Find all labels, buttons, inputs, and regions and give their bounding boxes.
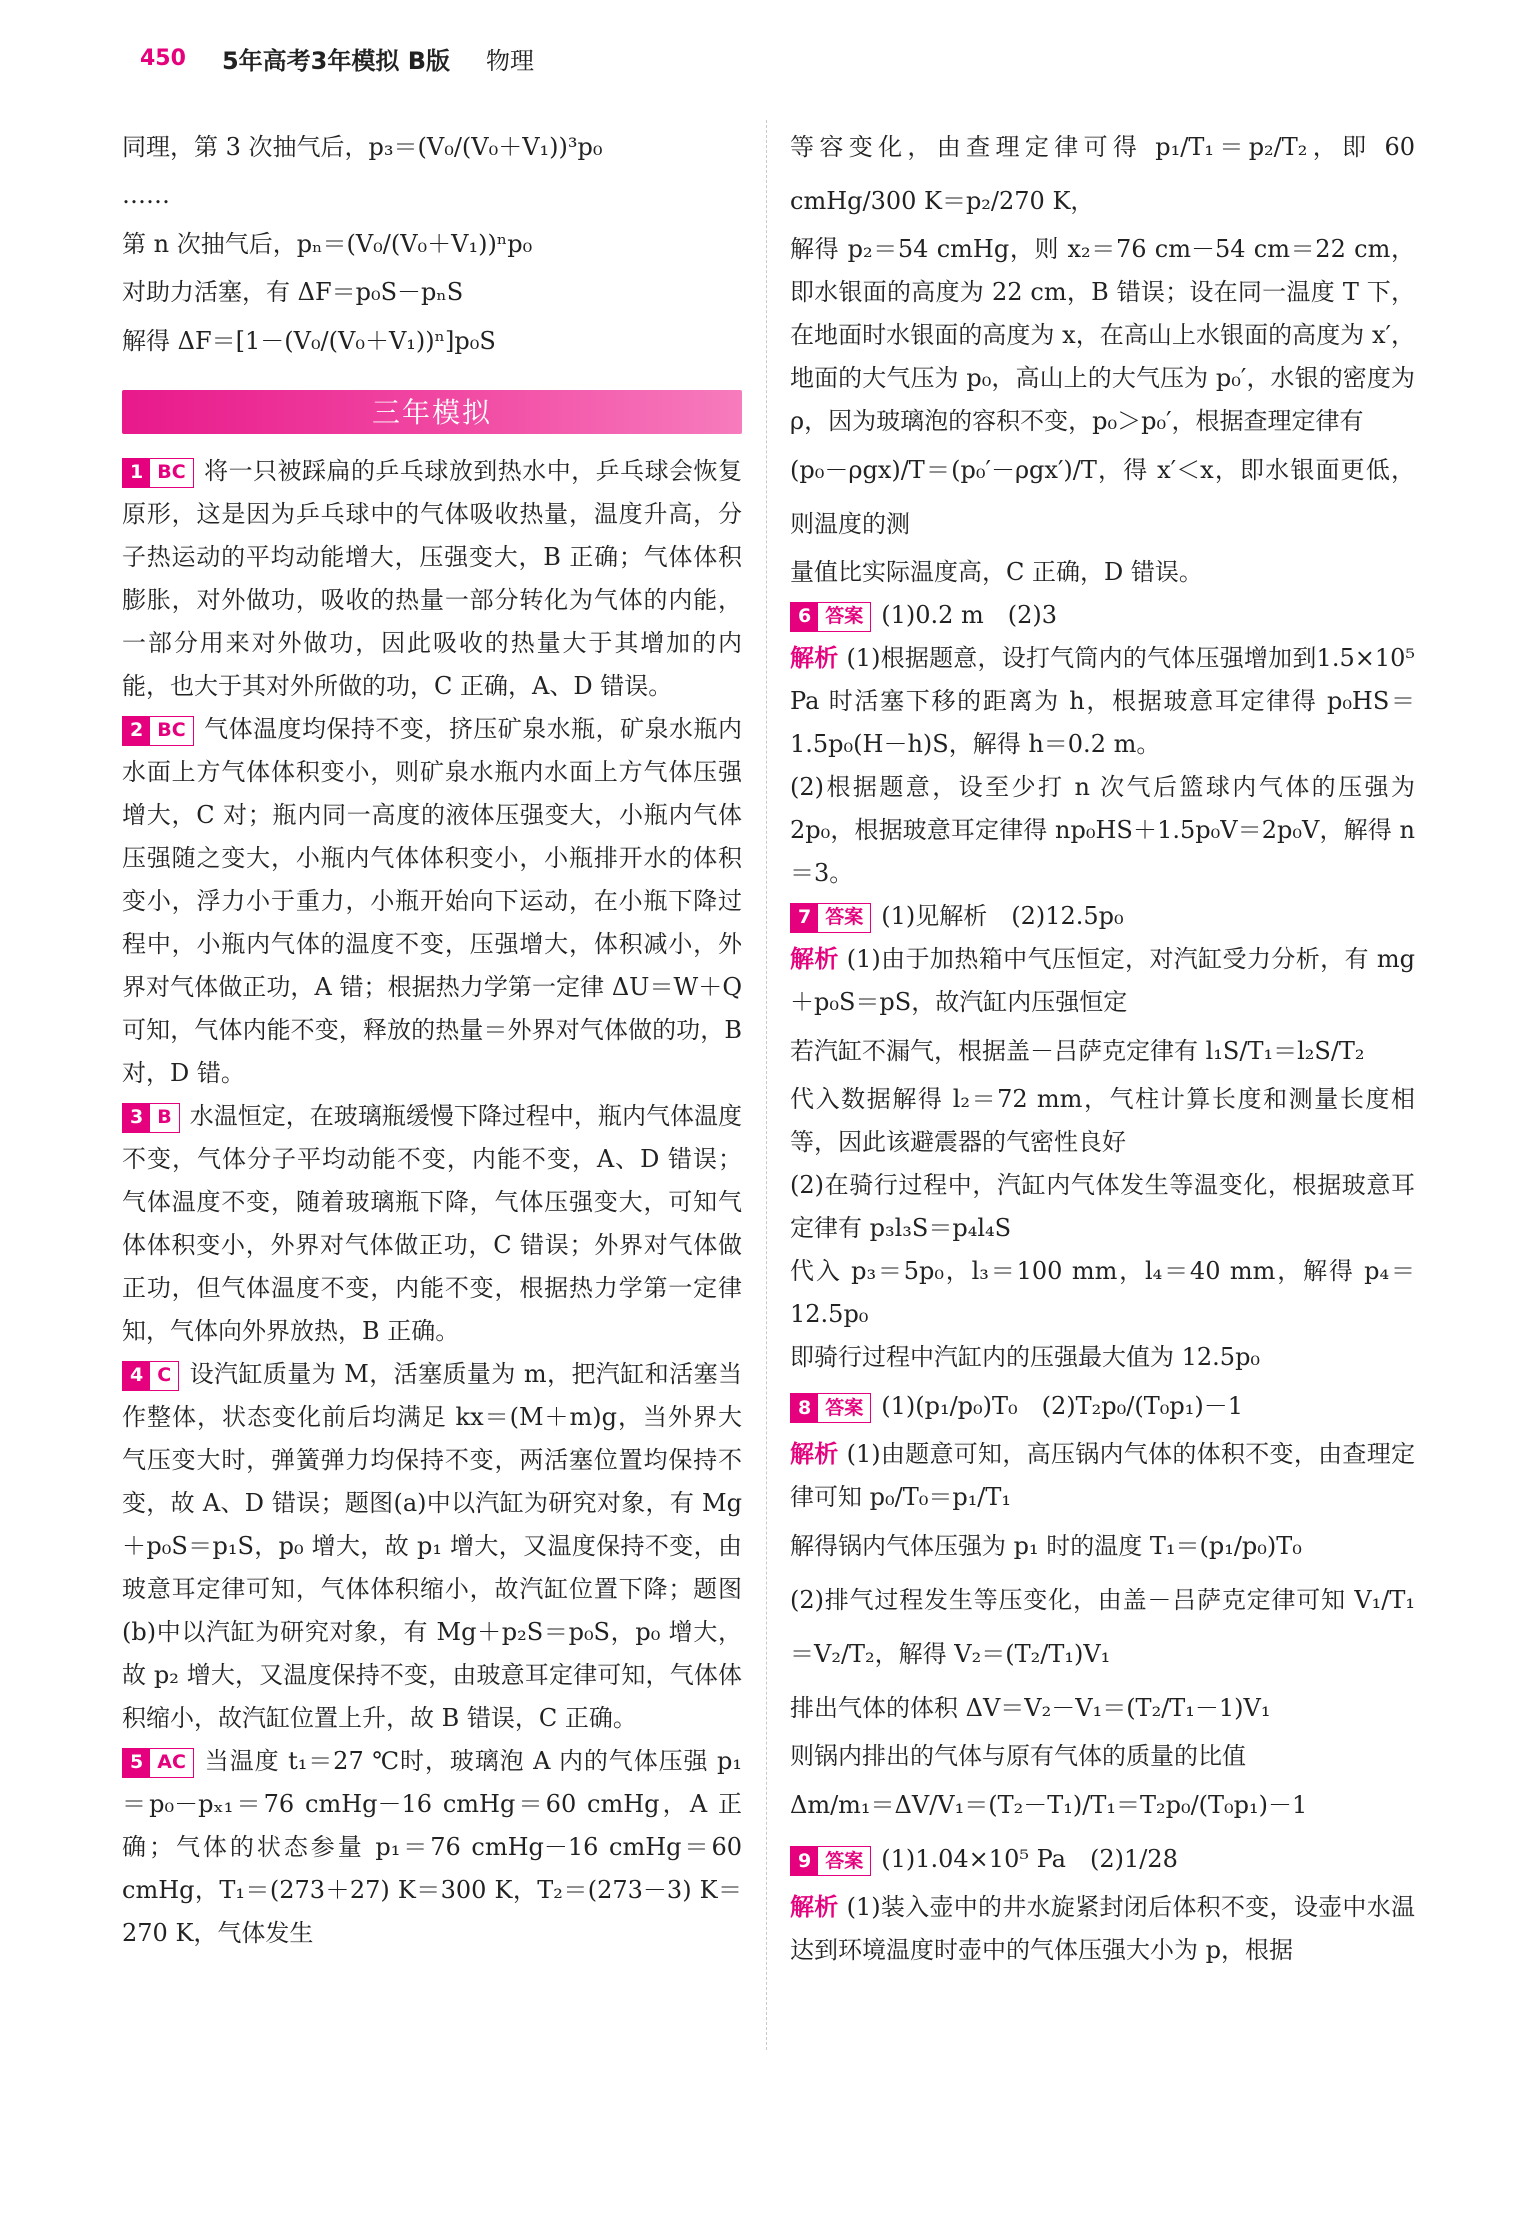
column-divider — [766, 120, 767, 2050]
formula-line: …… — [122, 181, 170, 209]
question-4 — [122, 1353, 742, 1740]
solution-line: 则锅内排出的气体与原有气体的质量的比值 — [790, 1742, 1246, 1770]
page-header — [140, 38, 534, 78]
solution-line: (2)根据题意，设至少打 n 次气后篮球内气体的压强为 2p₀，根据玻意耳定律得 np₀HS＋1.5p₀V＝2p₀V，解得 n＝3。 — [790, 773, 1415, 887]
solution-line: (1)由题意可知，高压锅内气体的体积不变，由查理定律可知 p₀/T₀＝p₁/T₁ — [790, 1440, 1416, 1511]
solution-line: Δm/m₁＝ΔV/V₁＝(T₂－T₁)/T₁＝T₂p₀/(T₀p₁)－1 — [790, 1791, 1308, 1819]
solution-line: (1)装入壶中的井水旋紧封闭后体积不变，设壶中水温达到环境温度时壶中的气体压强大小为 p，根据 — [790, 1893, 1416, 1964]
solution-block — [790, 938, 1415, 1024]
answer-text: (1)见解析 (2)12.5p₀ — [881, 902, 1124, 930]
answer-text: (1)0.2 m (2)3 — [881, 601, 1058, 629]
question-tag: 1 BC — [122, 458, 194, 488]
answer-9 — [790, 1832, 1415, 1886]
right-column — [790, 120, 1415, 1972]
solution-block — [790, 1886, 1415, 1972]
jiexi-label: 解析 — [790, 945, 839, 973]
solution-line: (p₀－ρgx)/T＝(p₀′－ρgx′)/T，得 x′＜x，即水银面更低，则温度的测 — [790, 456, 1415, 538]
answer-tag: 8 答案 — [790, 1393, 871, 1423]
solution-line: 代入 p₃＝5p₀，l₃＝100 mm，l₄＝40 mm，解得 p₄＝12.5p₀ — [790, 1257, 1415, 1328]
solution-line: 解得锅内气体压强为 p₁ 时的温度 T₁＝(p₁/p₀)T₀ — [790, 1532, 1302, 1560]
formula-line: 第 n 次抽气后，pₙ＝(V₀/(V₀＋V₁))ⁿp₀ — [122, 230, 533, 258]
answer-tag: 7 答案 — [790, 903, 871, 933]
solution-line: 等容变化，由查理定律可得 p₁/T₁＝p₂/T₂，即 60 cmHg/300 K＝p₂/270 K， — [790, 133, 1415, 215]
question-text: 当温度 t₁＝27 ℃时，玻璃泡 A 内的气体压强 p₁＝p₀－pₓ₁＝76 cmHg－16 cmHg＝60 cmHg，A 正确；气体的状态参量 p₁＝76 cmHg－16 cmHg＝60 cmHg，T₁＝(273＋27) K＝300 K，T₂＝(273－3) K＝270 K，气体发生 — [122, 1747, 742, 1947]
left-column — [122, 120, 742, 1955]
solution-line: 量值比实际温度高，C 正确，D 错误。 — [790, 558, 1203, 586]
solution-block — [790, 637, 1415, 766]
answer-tag: 6 答案 — [790, 602, 871, 632]
answer-6 — [790, 594, 1415, 637]
question-text: 将一只被踩扁的乒乓球放到热水中，乒乓球会恢复原形，这是因为乒乓球中的气体吸收热量，温度升高，分子热运动的平均动能增大，压强变大，B 正确；气体体积膨胀，对外做功，吸收的热量一部分转化为气体的内能，一部分用来对外做功，因此吸收的热量大于其增加的内能，也大于其对外所做的功，C 正确，A、D 错误。 — [122, 457, 742, 700]
subject-label: 物理 — [485, 46, 534, 75]
solution-block — [790, 1433, 1415, 1519]
section-banner: 三年模拟 — [122, 390, 742, 434]
question-3 — [122, 1095, 742, 1353]
answer-8 — [790, 1379, 1415, 1433]
question-tag: 5 AC — [122, 1748, 194, 1778]
solution-line: 即骑行过程中汽缸内的压强最大值为 12.5p₀ — [790, 1343, 1261, 1371]
jiexi-label: 解析 — [790, 1893, 839, 1921]
solution-line: 若汽缸不漏气，根据盖－吕萨克定律有 l₁S/T₁＝l₂S/T₂ — [790, 1037, 1365, 1065]
question-tag: 2 BC — [122, 716, 194, 746]
jiexi-label: 解析 — [790, 1440, 839, 1468]
solution-line: (1)根据题意，设打气筒内的气体压强增加到1.5×10⁵ Pa 时活塞下移的距离为 h，根据玻意耳定律得 p₀HS＝1.5p₀(H－h)S，解得 h＝0.2 m。 — [790, 644, 1415, 758]
question-tag: 4 C — [122, 1361, 179, 1391]
answer-7 — [790, 895, 1415, 938]
solution-line: 解得 p₂＝54 cmHg，则 x₂＝76 cm－54 cm＝22 cm，即水银面的高度为 22 cm，B 错误；设在同一温度 T 下，在地面时水银面的高度为 x，在高山上水银面的高度为 x′，地面的大气压为 p₀，高山上的大气压为 p₀′，水银的密度为 ρ，因为玻璃泡的容积不变，p₀＞p₀′，根据查理定律有 — [790, 235, 1415, 435]
solution-line: (2)排气过程发生等压变化，由盖－吕萨克定律可知 V₁/T₁＝V₂/T₂，解得 V₂＝(T₂/T₁)V₁ — [790, 1586, 1415, 1668]
answer-tag: 9 答案 — [790, 1846, 871, 1876]
question-5 — [122, 1740, 742, 1955]
solution-line: (2)在骑行过程中，汽缸内气体发生等温变化，根据玻意耳定律有 p₃l₃S＝p₄l₄S — [790, 1171, 1415, 1242]
page-number: 450 — [140, 45, 186, 71]
question-tag: 3 B — [122, 1103, 180, 1133]
question-text: 设汽缸质量为 M，活塞质量为 m，把汽缸和活塞当作整体，状态变化前后均满足 kx＝(M＋m)g，当外界大气压变大时，弹簧弹力均保持不变，两活塞位置均保持不变，故 A、D 错误；题图(a)中以汽缸为研究对象，有 Mg＋p₀S＝p₁S，p₀ 增大，故 p₁ 增大，又温度保持不变，由玻意耳定律可知，气体体积缩小，故汽缸位置下降；题图(b)中以汽缸为研究对象，有 Mg＋p₂S＝p₀S，p₀ 增大，故 p₂ 增大，又温度保持不变，由玻意耳定律可知，气体体积缩小，故汽缸位置上升，故 B 错误，C 正确。 — [122, 1360, 742, 1732]
solution-line: 代入数据解得 l₂＝72 mm，气柱计算长度和测量长度相等，因此该避震器的气密性良好 — [790, 1085, 1415, 1156]
formula-line: 同理，第 3 次抽气后，p₃＝(V₀/(V₀＋V₁))³p₀ — [122, 133, 603, 161]
jiexi-label: 解析 — [790, 644, 839, 672]
question-text: 气体温度均保持不变，挤压矿泉水瓶，矿泉水瓶内水面上方气体体积变小，则矿泉水瓶内水面上方气体压强增大，C 对；瓶内同一高度的液体压强变大，小瓶内气体压强随之变大，小瓶内气体体积变小，小瓶排开水的体积变小，浮力小于重力，小瓶开始向下运动，在小瓶下降过程中，小瓶内气体的温度不变，压强增大，体积减小，外界对气体做正功，A 错；根据热力学第一定律 ΔU＝W＋Q 可知，气体内能不变，释放的热量＝外界对气体做的功，B 对，D 错。 — [122, 715, 742, 1087]
question-1 — [122, 450, 742, 708]
question-2 — [122, 708, 742, 1095]
solution-line: 排出气体的体积 ΔV＝V₂－V₁＝(T₂/T₁－1)V₁ — [790, 1694, 1271, 1722]
book-title: 5年高考3年模拟 B版 — [221, 46, 450, 75]
answer-text: (1)(p₁/p₀)T₀ (2)T₂p₀/(T₀p₁)－1 — [881, 1392, 1243, 1420]
answer-text: (1)1.04×10⁵ Pa (2)1/28 — [881, 1845, 1178, 1873]
formula-line: 对助力活塞，有 ΔF＝p₀S－pₙS — [122, 278, 464, 306]
formula-line: 解得 ΔF＝[1－(V₀/(V₀＋V₁))ⁿ]p₀S — [122, 327, 496, 355]
solution-line: (1)由于加热箱中气压恒定，对汽缸受力分析，有 mg＋p₀S＝pS，故汽缸内压强恒定 — [790, 945, 1416, 1016]
question-text: 水温恒定，在玻璃瓶缓慢下降过程中，瓶内气体温度不变，气体分子平均动能不变，内能不变，A、D 错误；气体温度不变，随着玻璃瓶下降，气体压强变大，可知气体体积变小，外界对气体做正功，C 错误；外界对气体做正功，但气体温度不变，内能不变，根据热力学第一定律知，气体向外界放热，B 正确。 — [122, 1102, 742, 1345]
